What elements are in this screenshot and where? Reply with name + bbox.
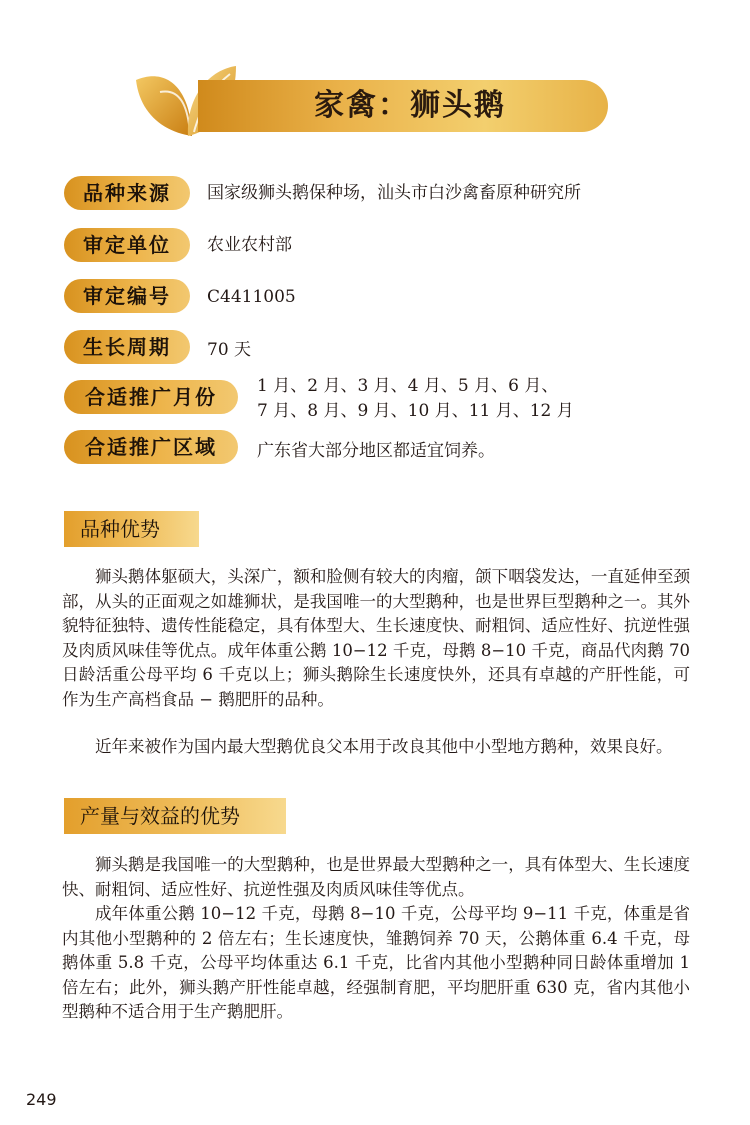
value-promotion-months-line2: 7 月、8 月、9 月、10 月、11 月、12 月 [257, 401, 574, 421]
value-growth-cycle: 70 天 [207, 340, 252, 360]
paragraph: 狮头鹅体躯硕大，头深广，额和脸侧有较大的肉瘤，颌下咽袋发达，一直延伸至颈部，从头的正面观之如雄狮状，是我国唯一的大型鹅种，也是世界巨型鹅种之一。其外貌特征独特、遗传性能稳定，具有体型大、生长速度快、耐粗饲、适应性好、抗逆性强及肉质风味佳等优点。成年体重公鹅 10−12 千克，母鹅 8−10 千克，商品代肉鹅 70 日龄活重公母平均 6 千克以上；狮头鹅除生长速度快外，还具有卓越的产肝性能，可作为生产高档食品 − 鹅肥肝的品种。 [62, 567, 690, 709]
label-promotion-region: 合适推广区域 [64, 430, 238, 464]
label-growth-cycle: 生长周期 [64, 330, 190, 364]
value-variety-source: 国家级狮头鹅保种场，汕头市白沙禽畜原种研究所 [207, 183, 581, 203]
label-promotion-months: 合适推广月份 [64, 380, 238, 414]
label-variety-source: 品种来源 [64, 176, 190, 210]
label-approval-number: 审定编号 [64, 279, 190, 313]
page-number: 249 [26, 1090, 57, 1109]
value-approval-number: C4411005 [207, 287, 296, 307]
paragraph: 近年来被作为国内最大型鹅优良父本用于改良其他中小型地方鹅种，效果良好。 [95, 737, 673, 756]
section-heading-variety-advantages: 品种优势 [64, 511, 199, 547]
section-heading-yield-benefits: 产量与效益的优势 [64, 798, 286, 834]
value-approval-unit: 农业农村部 [207, 235, 292, 255]
value-promotion-region: 广东省大部分地区都适宜饲养。 [257, 441, 495, 461]
label-approval-unit: 审定单位 [64, 228, 190, 262]
value-promotion-months-line1: 1 月、2 月、3 月、4 月、5 月、6 月、 [257, 376, 559, 396]
paragraph: 成年体重公鹅 10−12 千克，母鹅 8−10 千克，公母平均 9−11 千克，体重是省内其他小型鹅种的 2 倍左右；生长速度快，雏鹅饲养 70 天，公鹅体重 6.4 千克，母鹅体重 5.8 千克，公母平均体重达 6.1 千克，比省内其他小型鹅种同日龄体重增加 1 倍左右；此外，狮头鹅产肝性能卓越，经强制育肥，平均肥肝重 630 克，省内其他小型鹅种不适合用于生产鹅肥肝。 [62, 904, 690, 1021]
page-title: 家禽：狮头鹅 [314, 88, 506, 123]
paragraph: 狮头鹅是我国唯一的大型鹅种，也是世界最大型鹅种之一，具有体型大、生长速度快、耐粗饲、适应性好、抗逆性强及肉质风味佳等优点。 [62, 855, 690, 899]
